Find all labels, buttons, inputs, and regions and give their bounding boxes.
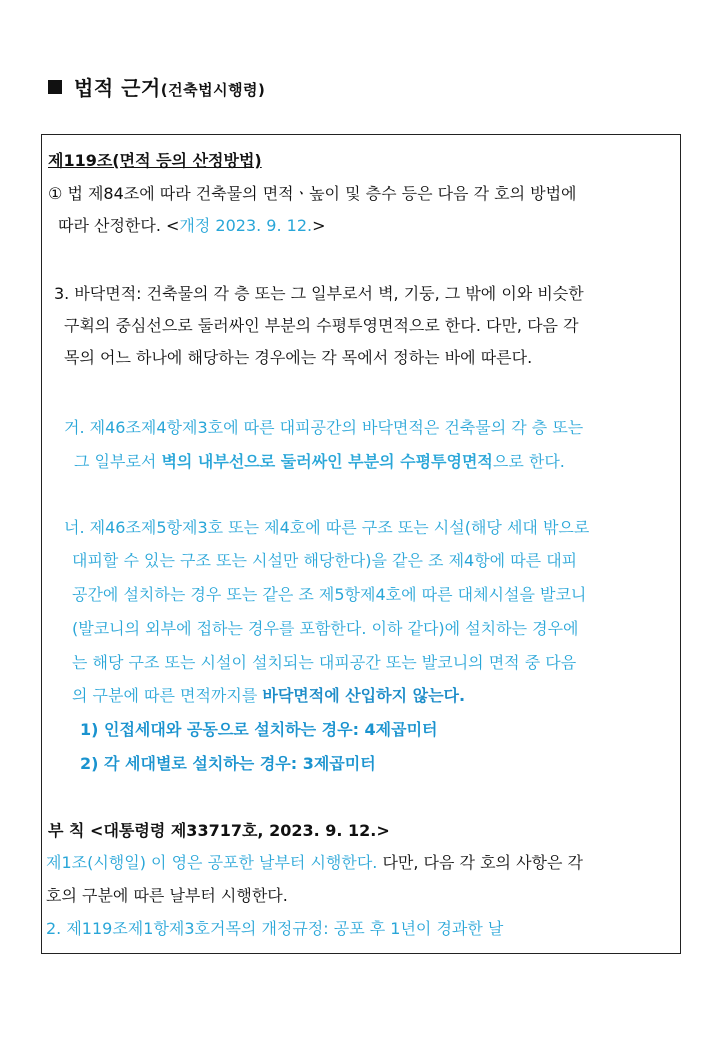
- sub-item-neo-line-1: 너. 제46조제5항제3호 또는 제4호에 따른 구조 또는 시설(해당 세대 밖으로: [64, 518, 590, 537]
- effective-date-clause: 제1조(시행일) 이 영은 공포한 날부터 시행한다.: [46, 853, 378, 872]
- item-3-line-1: 3. 바닥면적: 건축물의 각 층 또는 그 일부로서 벽, 기둥, 그 밖에 이와 비슷한: [54, 284, 584, 303]
- addenda-line-1: 제1조(시행일) 이 영은 공포한 날부터 시행한다. 다만, 다음 각 호의 사항은 각: [46, 853, 584, 872]
- sub-item-neo-line-6: 의 구분에 따른 면적까지를 바닥면적에 산입하지 않는다.: [72, 686, 466, 705]
- inner-wall-area-emphasis: 벽의 내부선으로 둘러싸인 부분의 수평투영면적: [161, 452, 493, 471]
- sub-item-neo-case-1: 1) 인접세대와 공동으로 설치하는 경우: 4제곱미터: [80, 720, 438, 739]
- sub-item-neo-line-2: 대피할 수 있는 구조 또는 시설만 해당한다)을 같은 조 제4항에 따른 대피: [72, 551, 578, 570]
- heading-title: 법적 근거: [74, 76, 161, 100]
- item-3-line-3: 목의 어느 하나에 해당하는 경우에는 각 목에서 정하는 바에 따른다.: [64, 348, 533, 367]
- law-text-box: [41, 134, 681, 954]
- sub-item-neo-line-4: (발코니의 외부에 접하는 경우를 포함한다. 이하 같다)에 설치하는 경우에: [72, 619, 579, 638]
- article-title: 제119조(면적 등의 산정방법): [48, 151, 262, 170]
- addenda-line-2: 호의 구분에 따른 날부터 시행한다.: [46, 886, 288, 905]
- paragraph-1-line-1: ① 법 제84조에 따라 건축물의 면적ㆍ높이 및 층수 등은 다음 각 호의 방법에: [48, 184, 577, 203]
- item-3-line-2: 구획의 중심선으로 둘러싸인 부분의 수평투영면적으로 한다. 다만, 다음 각: [64, 316, 579, 335]
- sub-item-neo-line-3: 공간에 설치하는 경우 또는 같은 조 제5항제4호에 따른 대체시설을 발코니: [72, 585, 587, 604]
- addenda-line-3: 2. 제119조제1항제3호거목의 개정규정: 공포 후 1년이 경과한 날: [46, 919, 504, 938]
- sub-item-neo-line-5: 는 해당 구조 또는 시설이 설치되는 대피공간 또는 발코니의 면적 중 다음: [72, 653, 577, 672]
- heading-subtitle: (건축법시행령): [160, 81, 266, 99]
- not-included-emphasis: 바닥면적에 산입하지 않는다.: [262, 686, 466, 705]
- sub-item-neo-case-2: 2) 각 세대별로 설치하는 경우: 3제곱미터: [80, 754, 376, 773]
- black-square-icon: [48, 80, 62, 94]
- amendment-date: 개정 2023. 9. 12.: [179, 216, 313, 235]
- addenda-title: 부 칙 <대통령령 제33717호, 2023. 9. 12.>: [48, 821, 390, 840]
- sub-item-geo-line-2: 그 일부로서 벽의 내부선으로 둘러싸인 부분의 수평투영면적으로 한다.: [74, 452, 565, 471]
- sub-item-geo-line-1: 거. 제46조제4항제3호에 따른 대피공간의 바닥면적은 건축물의 각 층 또는: [64, 418, 584, 437]
- section-heading: [48, 72, 265, 101]
- circled-one-marker: ①: [48, 184, 63, 203]
- paragraph-1-line-2: 따라 산정한다. <개정 2023. 9. 12.>: [58, 216, 326, 235]
